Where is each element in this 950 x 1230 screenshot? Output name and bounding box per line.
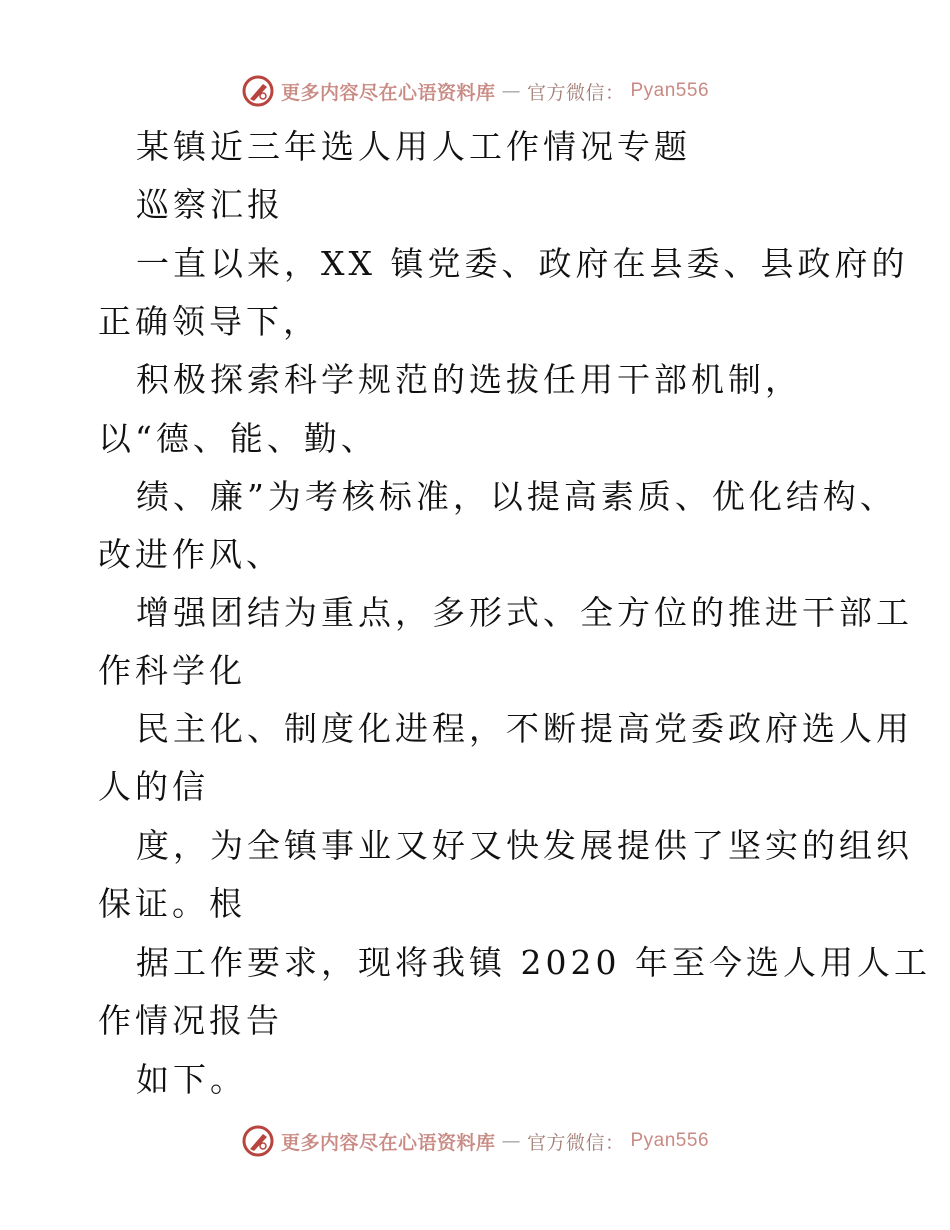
body-line: 改进作风、	[98, 535, 283, 574]
body-line: 以“德、能、勤、	[98, 419, 378, 458]
watermark-wechat-id: Pyan556	[630, 80, 710, 101]
watermark-wechat-id: Pyan556	[630, 1130, 710, 1151]
body-line: 民主化、制度化进程，不断提高党委政府选人用	[136, 709, 913, 748]
watermark-dash: —	[501, 1130, 521, 1152]
body-line: 保证。根	[98, 884, 246, 923]
document-title-line-1: 某镇近三年选人用人工作情况专题	[136, 127, 691, 166]
body-line: 作科学化	[98, 651, 246, 690]
body-line: 人的信	[98, 767, 209, 806]
watermark-header	[0, 74, 950, 108]
body-line: 绩、廉”为考核标准，以提高素质、优化结构、	[136, 477, 897, 516]
body-line: 据工作要求，现将我镇 2020 年至今选人用人工	[136, 943, 931, 982]
body-line: 一直以来，XX 镇党委、政府在县委、县政府的	[136, 244, 909, 283]
body-line: 正确领导下，	[98, 302, 320, 341]
watermark-dash: —	[501, 80, 521, 102]
watermark-sub-text: 官方微信：	[526, 1131, 625, 1154]
pen-logo-icon	[241, 74, 275, 108]
body-line: 如下。	[136, 1060, 247, 1099]
body-line: 增强团结为重点，多形式、全方位的推进干部工	[136, 593, 913, 632]
watermark-footer	[0, 1124, 950, 1158]
body-line: 积极探索科学规范的选拔任用干部机制，	[136, 360, 802, 399]
document-title-line-2: 巡察汇报	[136, 185, 284, 224]
watermark-main-text: 更多内容尽在心语资料库	[280, 1131, 496, 1154]
pen-logo-icon	[241, 1124, 275, 1158]
watermark-main-text: 更多内容尽在心语资料库	[280, 81, 496, 104]
watermark-sub-text: 官方微信：	[526, 81, 625, 104]
body-line: 度，为全镇事业又好又快发展提供了坚实的组织	[136, 826, 913, 865]
body-line: 作情况报告	[98, 1001, 283, 1040]
